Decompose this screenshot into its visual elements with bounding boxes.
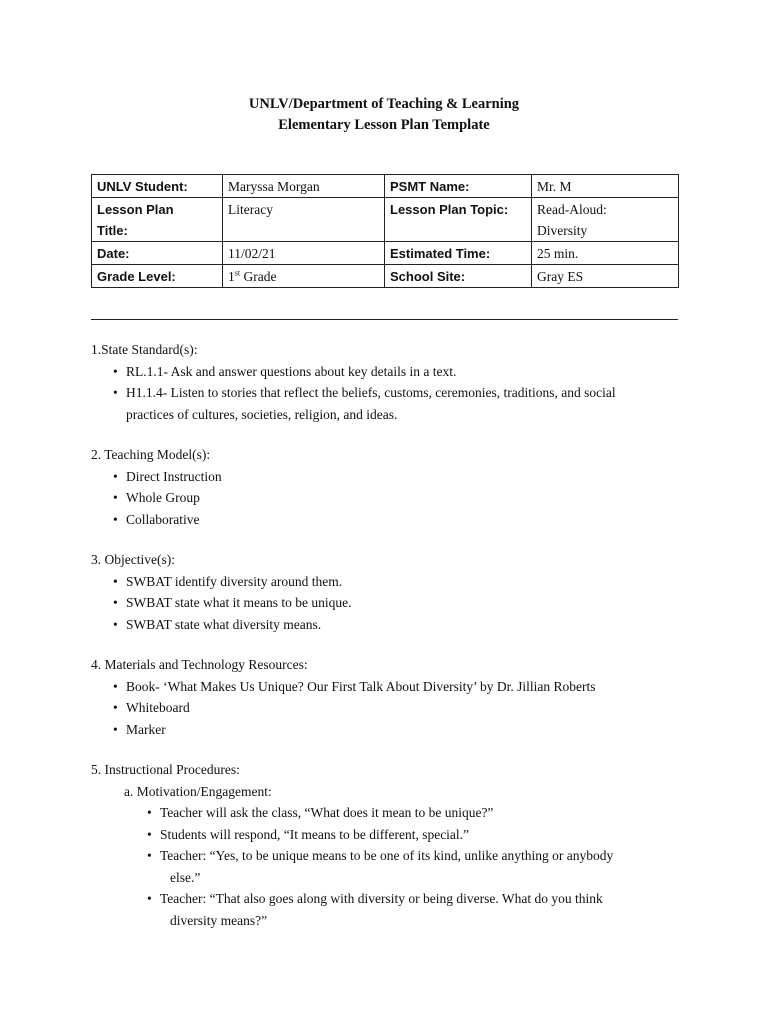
- list-item: [91, 697, 691, 719]
- topic-value-line-1: Read-Aloud:: [537, 202, 607, 217]
- date-label: Date:: [92, 242, 223, 265]
- table-row: [92, 242, 679, 265]
- section-heading: 1.State Standard(s):: [91, 342, 198, 357]
- section-objectives: [91, 549, 691, 635]
- bullet-icon: •: [113, 573, 118, 589]
- bullet-icon: •: [113, 385, 118, 400]
- topic-label: Lesson Plan Topic:: [385, 198, 532, 242]
- site-label: School Site:: [385, 265, 532, 288]
- list-item: [91, 719, 691, 741]
- list-item: [91, 487, 691, 509]
- bullet-icon: •: [147, 805, 152, 820]
- horizontal-divider: [91, 319, 678, 320]
- list-item-text: SWBAT identify diversity around them.: [126, 573, 343, 589]
- table-row: [92, 198, 679, 242]
- grade-word: Grade: [240, 269, 277, 284]
- site-value: Gray ES: [532, 265, 679, 288]
- title-line-1: UNLV/Department of Teaching & Learning: [248, 96, 520, 112]
- list-item-text: H1.1.4- Listen to stories that reflect the beliefs, customs, ceremonies, traditions, and social: [126, 385, 616, 400]
- list-item-text: Students will respond, “It means to be different, special.”: [160, 826, 470, 842]
- bullet-icon: •: [147, 848, 152, 863]
- psmt-label: PSMT Name:: [385, 175, 532, 198]
- topic-value: [532, 198, 679, 242]
- bullet-icon: •: [113, 678, 118, 694]
- list-item-text: Teacher will ask the class, “What does it mean to be unique?”: [160, 805, 494, 820]
- bullet-icon: •: [113, 595, 118, 610]
- section-standards: [91, 339, 691, 425]
- section-heading: 2. Teaching Model(s):: [91, 447, 211, 462]
- document-title: [0, 94, 768, 136]
- list-item: [91, 466, 691, 488]
- section-heading: 3. Objective(s):: [91, 552, 175, 567]
- list-item: [91, 571, 691, 593]
- title-line-2: Elementary Lesson Plan Template: [278, 117, 490, 133]
- list-item-text: Teacher: “That also goes along with diversity or being diverse. What do you think: [160, 891, 603, 906]
- list-item: [91, 676, 691, 698]
- bullet-icon: •: [113, 490, 118, 505]
- bullet-icon: •: [113, 616, 118, 632]
- list-item: [91, 382, 691, 425]
- list-item-text-continued: practices of cultures, societies, religion, and ideas.: [126, 406, 398, 422]
- section-teaching-models: [91, 444, 691, 530]
- section-heading: 5. Instructional Procedures:: [91, 762, 240, 777]
- list-item: [91, 824, 691, 846]
- student-label: UNLV Student:: [92, 175, 223, 198]
- time-value: 25 min.: [532, 242, 679, 265]
- section-heading: 4. Materials and Technology Resources:: [91, 657, 308, 672]
- bullet-icon: •: [113, 363, 118, 379]
- list-item: [91, 509, 691, 531]
- bullet-icon: •: [147, 891, 152, 906]
- grade-label: Grade Level:: [92, 265, 223, 288]
- student-value: Maryssa Morgan: [223, 175, 385, 198]
- list-item-text: RL.1.1- Ask and answer questions about key details in a text.: [126, 363, 457, 379]
- list-item: [91, 361, 691, 383]
- title-label-line-1: Lesson Plan: [97, 202, 174, 217]
- list-item-text: Teacher: “Yes, to be unique means to be one of its kind, unlike anything or anybody: [160, 848, 614, 863]
- topic-value-line-2: Diversity: [537, 223, 588, 238]
- list-item-text: Book- ‘What Makes Us Unique? Our First Talk About Diversity’ by Dr. Jillian Roberts: [126, 678, 596, 694]
- list-item-text: SWBAT state what diversity means.: [126, 616, 322, 632]
- grade-number: 1: [228, 269, 235, 284]
- bullet-icon: •: [113, 468, 118, 484]
- time-label: Estimated Time:: [385, 242, 532, 265]
- grade-suffix: st: [234, 268, 241, 278]
- list-item: [91, 888, 691, 931]
- bullet-icon: •: [113, 700, 118, 715]
- list-item: [91, 614, 691, 636]
- table-row: [92, 265, 679, 288]
- list-item: [91, 845, 691, 888]
- list-item-text: Collaborative: [126, 511, 200, 527]
- bullet-icon: •: [147, 826, 152, 842]
- list-item-text: Marker: [126, 721, 166, 737]
- list-item: [91, 592, 691, 614]
- section-procedures: [91, 759, 691, 931]
- list-item-text-continued: diversity means?”: [170, 912, 268, 928]
- list-item-text: Whole Group: [126, 490, 200, 505]
- title-label: [92, 198, 223, 242]
- grade-value: [223, 265, 385, 288]
- lesson-info-table: [91, 174, 679, 288]
- list-item: [91, 802, 691, 824]
- list-item-text: Whiteboard: [126, 700, 190, 715]
- table-row: [92, 175, 679, 198]
- list-item-text-continued: else.”: [170, 869, 201, 885]
- title-value: Literacy: [223, 198, 385, 242]
- subsection-heading: a. Motivation/Engagement:: [124, 783, 272, 799]
- list-item-text: Direct Instruction: [126, 468, 222, 484]
- date-value: 11/02/21: [223, 242, 385, 265]
- psmt-value: Mr. M: [532, 175, 679, 198]
- title-label-line-2: Title:: [97, 223, 128, 238]
- list-item-text: SWBAT state what it means to be unique.: [126, 595, 352, 610]
- lesson-body: [91, 339, 691, 950]
- bullet-icon: •: [113, 511, 118, 527]
- bullet-icon: •: [113, 721, 118, 737]
- section-materials: [91, 654, 691, 740]
